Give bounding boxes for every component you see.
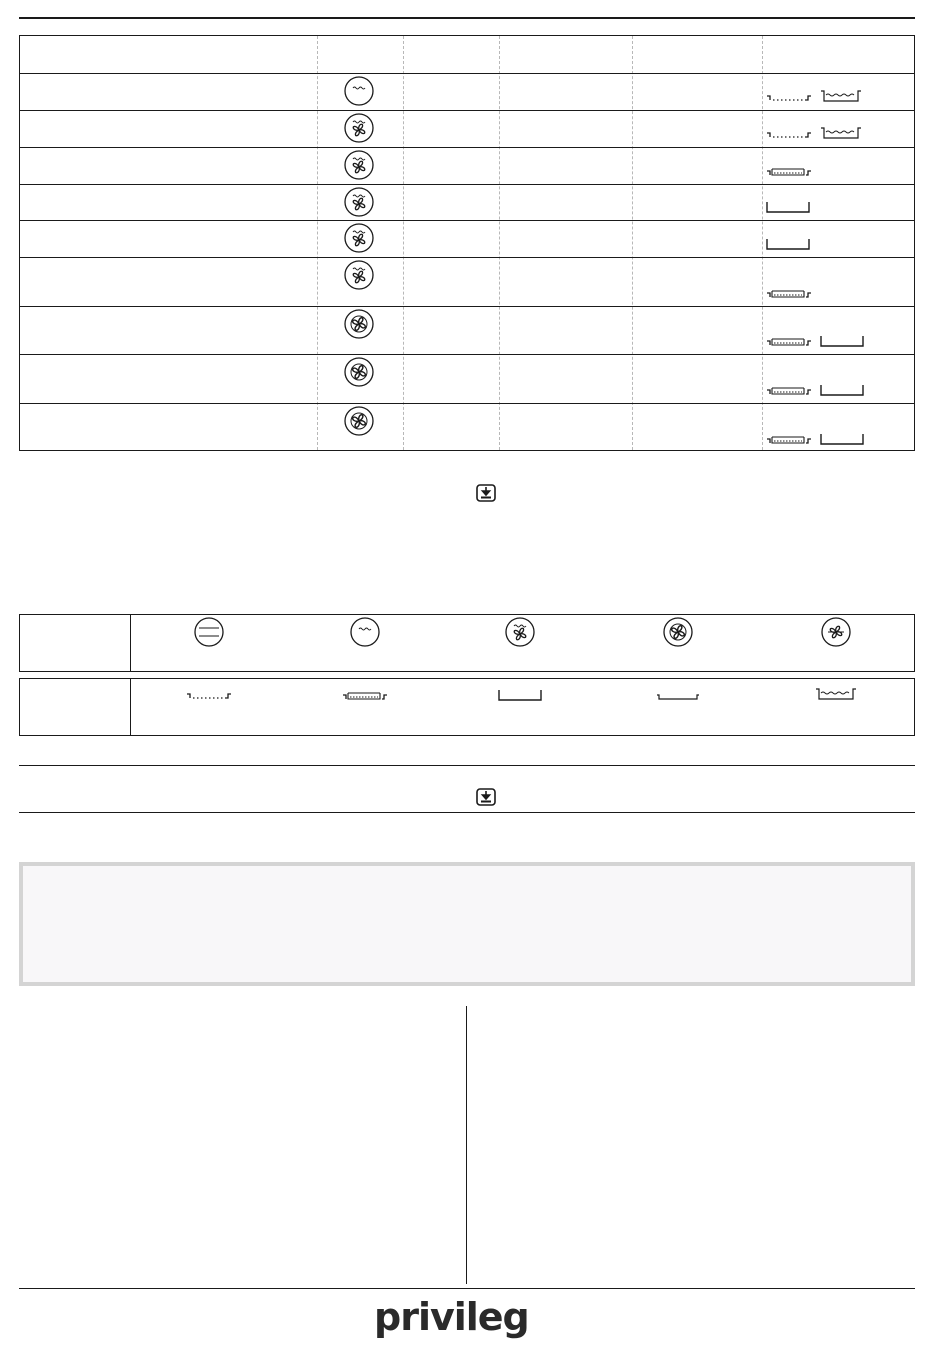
static-icon bbox=[194, 617, 224, 647]
drip-tray-icon bbox=[766, 384, 812, 396]
fan-grill-icon bbox=[821, 617, 851, 647]
convection-fan-icon bbox=[344, 309, 374, 339]
download-icon[interactable] bbox=[476, 788, 496, 806]
baking-dish-icon bbox=[820, 433, 864, 445]
wire-shelf-icon bbox=[186, 691, 232, 701]
baking-dish-icon bbox=[820, 335, 864, 347]
download-icon[interactable] bbox=[476, 484, 496, 502]
drip-tray-icon bbox=[766, 165, 812, 177]
drip-tray-icon bbox=[766, 287, 812, 299]
baking-dish-icon bbox=[820, 384, 864, 396]
conventional-icon bbox=[350, 617, 380, 647]
legend-functions-table bbox=[19, 614, 915, 672]
convection-fan-icon bbox=[344, 357, 374, 387]
fan-heat-icon bbox=[344, 150, 374, 180]
shallow-tray-icon bbox=[656, 693, 700, 701]
fan-heat-icon bbox=[344, 223, 374, 253]
wire-shelf-icon bbox=[766, 130, 812, 140]
info-box bbox=[19, 862, 915, 986]
top-rule bbox=[19, 17, 915, 19]
legend-accessories-table bbox=[19, 678, 915, 736]
drip-tray-icon bbox=[766, 433, 812, 445]
legend-header-cell bbox=[20, 615, 131, 671]
baking-dish-icon bbox=[498, 689, 542, 701]
conventional-icon bbox=[344, 76, 374, 106]
drip-tray-icon bbox=[342, 689, 388, 701]
baking-dish-icon bbox=[766, 201, 810, 213]
baking-dish-icon bbox=[766, 238, 810, 250]
brand-logo bbox=[372, 1298, 562, 1344]
baking-tray-water-icon bbox=[820, 89, 862, 103]
fan-heat-icon bbox=[344, 113, 374, 143]
wire-shelf-icon bbox=[766, 93, 812, 103]
drip-tray-icon bbox=[766, 335, 812, 347]
rule bbox=[19, 812, 915, 813]
fan-heat-icon bbox=[344, 187, 374, 217]
convection-fan-icon bbox=[663, 617, 693, 647]
rule bbox=[19, 765, 915, 766]
fan-heat-icon bbox=[505, 617, 535, 647]
baking-tray-water-icon bbox=[815, 687, 857, 701]
baking-tray-water-icon bbox=[820, 126, 862, 140]
column-divider bbox=[466, 1006, 467, 1284]
svg-text:privileg: privileg bbox=[374, 1298, 529, 1339]
legend-header-cell bbox=[20, 679, 131, 735]
bottom-rule bbox=[19, 1288, 915, 1289]
convection-fan-icon bbox=[344, 406, 374, 436]
fan-heat-icon bbox=[344, 260, 374, 290]
